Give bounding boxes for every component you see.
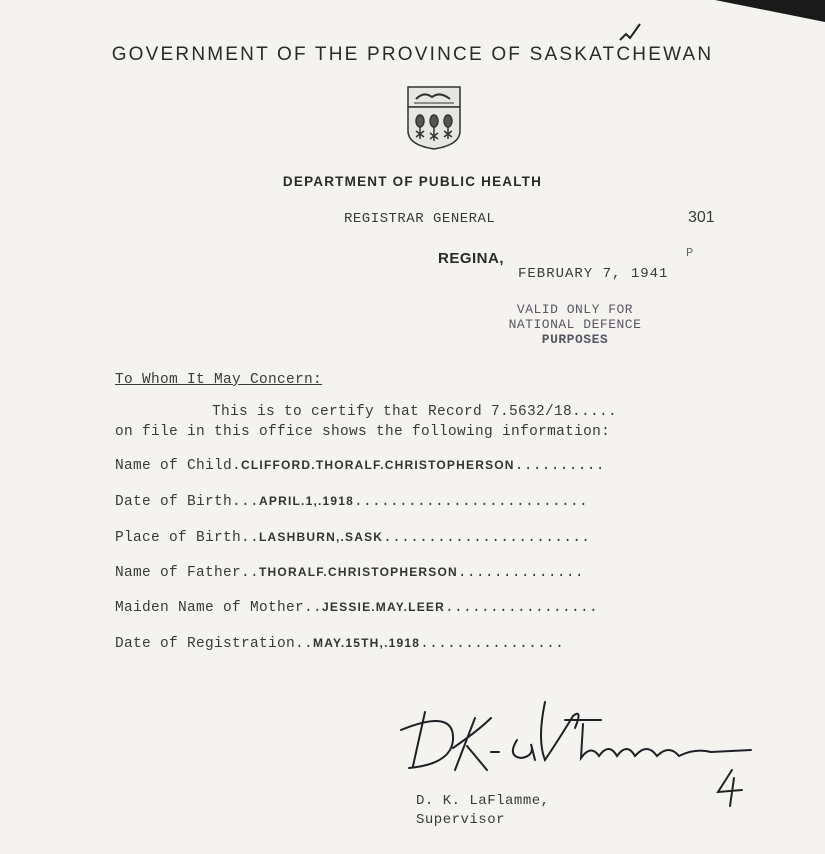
field-label: Place of Birth.. (115, 530, 260, 546)
field-date-of-birth (115, 494, 588, 510)
field-dots: .......... (514, 458, 605, 474)
field-label: Date of Birth... (115, 494, 260, 510)
field-label: Name of Child. (115, 458, 242, 474)
government-heading: GOVERNMENT OF THE PROVINCE OF SASKATCHEWAN (111, 44, 714, 65)
registrar-office: REGISTRAR GENERAL (344, 211, 496, 227)
field-dots: .......................... (354, 494, 589, 510)
supervisor-title: Supervisor (416, 812, 506, 828)
field-value: LASHBURN,.SASK (259, 530, 384, 544)
letter-date: FEBRUARY 7, 1941 (518, 266, 669, 282)
scan-corner-shadow (715, 0, 825, 22)
stamp-line-3: PURPOSES (541, 332, 609, 347)
field-date-of-registration (115, 636, 564, 652)
field-label: Maiden Name of Mother.. (115, 600, 323, 616)
margin-mark: P (686, 246, 694, 260)
handwritten-signature (395, 700, 755, 780)
department-heading: DEPARTMENT OF PUBLIC HEALTH (282, 174, 543, 189)
coat-of-arms-icon (406, 85, 462, 151)
field-value: JESSIE.MAY.LEER (322, 600, 445, 614)
reference-number: 301 (688, 209, 715, 226)
field-dots: ....................... (383, 530, 591, 546)
field-label: Date of Registration.. (115, 636, 314, 652)
certification-line-2: on file in this office shows the following information: (115, 424, 611, 440)
supervisor-name: D. K. LaFlamme, (416, 793, 550, 809)
field-dots: ................. (444, 600, 599, 616)
certification-line-1: This is to certify that Record 7.5632/18..... (212, 404, 618, 420)
field-dots: ................ (420, 636, 565, 652)
field-value: CLIFFORD.THORALF.CHRISTOPHERSON (241, 458, 515, 472)
pen-tick-mark (618, 20, 648, 44)
field-place-of-birth (115, 530, 590, 546)
field-maiden-name-of-mother (115, 600, 598, 616)
city-label: REGINA, (438, 250, 505, 267)
stamp-line-1: VALID ONLY FOR (516, 302, 634, 317)
validity-stamp (490, 302, 660, 347)
field-value: THORALF.CHRISTOPHERSON (259, 565, 458, 579)
handwritten-mark (712, 768, 748, 808)
field-value: MAY.15TH,.1918 (313, 636, 421, 650)
stamp-line-2: NATIONAL DEFENCE (508, 317, 642, 332)
salutation: To Whom It May Concern: (115, 372, 323, 388)
field-value: APRIL.1,.1918 (259, 494, 355, 508)
field-name-of-father (115, 565, 584, 581)
field-label: Name of Father.. (115, 565, 260, 581)
field-dots: .............. (457, 565, 584, 581)
field-name-of-child (115, 458, 605, 474)
